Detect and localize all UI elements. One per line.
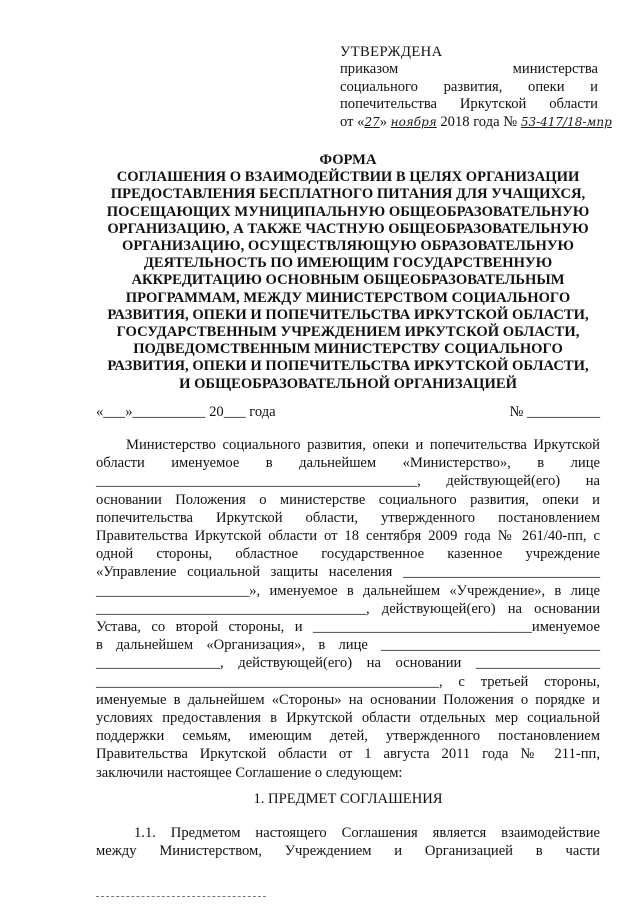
- text-line: попечительства Иркутской области, утвержденного постановлением: [96, 509, 600, 526]
- order-mid-2: 2018 года №: [436, 113, 521, 130]
- text-line: одной стороны, областное государственное казенное учреждение: [96, 546, 600, 563]
- date-row: [96, 404, 600, 421]
- text-line: между Министерством, Учреждением и Организацией в части: [96, 843, 600, 860]
- approval-line-1: приказом министерства: [340, 61, 598, 78]
- order-day-handwritten: 27: [364, 114, 380, 129]
- title-line: И ОБЩЕОБРАЗОВАТЕЛЬНОЙ ОРГАНИЗАЦИЕЙ: [179, 375, 517, 392]
- text-line: 1.1. Предметом настоящего Соглашения является взаимодействие: [134, 825, 600, 841]
- title-line: ПОДВЕДОМСТВЕННЫМ МИНИСТЕРСТВУ СОЦИАЛЬНОГО: [133, 341, 563, 358]
- text-line: Министерство социального развития, опеки и попечительства Иркутской: [126, 437, 600, 453]
- text-line: поддержки семьям, имеющим детей, утвержденного постановлением: [96, 728, 600, 745]
- text-line: «Управление социальной защиты населения ___________________________: [96, 564, 600, 581]
- approval-order-line: [340, 113, 612, 131]
- agreement-date: «___»__________ 20___ года: [96, 404, 276, 420]
- approval-line-3: попечительства Иркутской области: [340, 96, 598, 113]
- footnote-divider: [96, 896, 266, 897]
- title-line: АККРЕДИТАЦИЮ ОСНОВНЫМ ОБЩЕОБРАЗОВАТЕЛЬНЫМ: [131, 272, 565, 289]
- text-line: _____________________», именуемое в дальнейшем «Учреждение», в лице: [96, 582, 600, 599]
- order-prefix: от «: [340, 113, 365, 130]
- approval-block: [340, 44, 612, 131]
- title-line: РАЗВИТИЯ, ОПЕКИ И ПОПЕЧИТЕЛЬСТВА ИРКУТСКОЙ ОБЛАСТИ,: [107, 358, 589, 375]
- text-line: Устава, со второй стороны, и ______________________________именуемое: [96, 619, 600, 636]
- title-line: ПРОГРАММАМ, МЕЖДУ МИНИСТЕРСТВОМ СОЦИАЛЬНОГО: [125, 289, 571, 306]
- text-line: _______________________________________________, с третьей стороны,: [96, 673, 600, 690]
- order-month-handwritten: ноября: [390, 114, 437, 129]
- text-line: условиях предоставления в Иркутской области отдельных мер социальной: [96, 710, 600, 727]
- section-1-paragraph: [96, 824, 600, 860]
- title-line: ПРЕДОСТАВЛЕНИЯ БЕСПЛАТНОГО ПИТАНИЯ ДЛЯ УЧАЩИХСЯ,: [110, 186, 586, 203]
- title-line: ОРГАНИЗАЦИЮ, А ТАКЖЕ ЧАСТНУЮ ОБЩЕОБРАЗОВАТЕЛЬНУЮ: [107, 220, 589, 237]
- title-line: СОГЛАШЕНИЯ О ВЗАИМОДЕЙСТВИИ В ЦЕЛЯХ ОРГАНИЗАЦИИ: [116, 169, 580, 186]
- title-line: ПОСЕЩАЮЩИХ МУНИЦИПАЛЬНУЮ ОБЩЕОБРАЗОВАТЕЛЬНУЮ: [106, 203, 590, 220]
- approval-heading: УТВЕРЖДЕНА: [340, 44, 443, 60]
- text-line: именуемые в дальнейшем «Стороны» на основании Положения о порядке и: [96, 691, 600, 708]
- text-line: _________________, действующей(его) на основании _________________: [96, 655, 600, 672]
- order-mid-1: »: [379, 113, 391, 130]
- text-line: в дальнейшем «Организация», в лице ______________________________: [96, 637, 600, 654]
- text-line: Правительства Иркутской области от 18 сентября 2009 года № 261/40-пп, с: [96, 528, 600, 545]
- document-title: [96, 152, 600, 393]
- text-line: заключили настоящее Соглашение о следующем:: [96, 764, 403, 781]
- agreement-number: № __________: [509, 404, 600, 420]
- title-line: РАЗВИТИЯ, ОПЕКИ И ПОПЕЧИТЕЛЬСТВА ИРКУТСКОЙ ОБЛАСТИ,: [107, 306, 589, 323]
- text-line: области именуемое в дальнейшем «Министерство», в лице: [96, 455, 600, 472]
- approval-line-2: социального развития, опеки и: [340, 78, 598, 95]
- text-line: основании Положения о министерстве социального развития, опеки и: [96, 491, 600, 508]
- text-line: Правительства Иркутской области от 1 августа 2011 года № 211-пп,: [96, 746, 600, 763]
- text-line: _____________________________________, действующей(его) на основании: [96, 600, 600, 617]
- title-form-label: ФОРМА: [319, 152, 377, 168]
- section-heading: 1. ПРЕДМЕТ СОГЛАШЕНИЯ: [253, 791, 443, 807]
- title-line: ДЕЯТЕЛЬНОСТЬ ПО ИМЕЮЩИМ ГОСУДАРСТВЕННУЮ: [143, 255, 553, 272]
- title-line: ОРГАНИЗАЦИЮ, ОСУЩЕСТВЛЯЮЩУЮ ОБРАЗОВАТЕЛЬНУЮ: [122, 238, 574, 255]
- title-line: ГОСУДАРСТВЕННЫМ УЧРЕЖДЕНИЕМ ИРКУТСКОЙ ОБЛАСТИ,: [116, 324, 580, 341]
- order-number-handwritten: 53-417/18-мпр: [520, 114, 612, 129]
- preamble-paragraph: [96, 436, 600, 782]
- text-line: ____________________________________________, действующей(его) на: [96, 473, 600, 490]
